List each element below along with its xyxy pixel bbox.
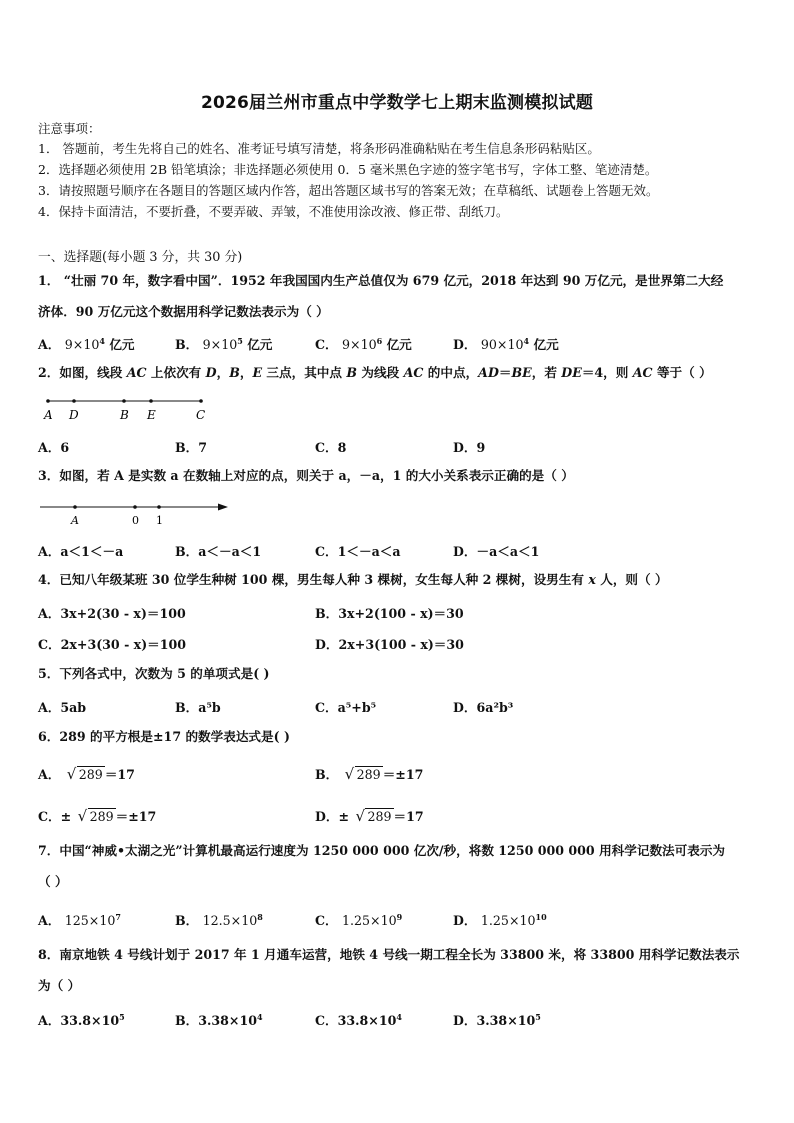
q7-c-label: C． [315,913,338,928]
radical-sign-icon: √ [355,807,366,825]
q1-d-unit: 亿元 [533,337,559,352]
q6-option-c [38,806,156,825]
q3-option-a: A．a＜1＜－a [38,544,124,559]
q7-option-d [453,910,547,929]
q1-line2: 济体．90 万亿元这个数据用科学记数法表示为（ ） [38,304,329,319]
q2-ac: AC [126,365,147,380]
q3-label-a: A [71,514,79,527]
q1-a-base: 9×10 [64,337,100,352]
q1-c-base: 9×10 [342,337,377,352]
q1-b-exp: 5 [237,336,243,346]
q7-b-base: 12.5×10 [202,913,258,928]
q2-b2: B [346,365,358,380]
q2-label-d: D [69,408,79,422]
notice-item-2: 2．选择题必须使用 2B 铅笔填涂；非选择题必须使用 0．5 毫米黑色字迹的签字笔书写，字体工整、笔迹清楚。 [38,162,658,177]
q4-option-c: C．2x+3(30 - x)＝100 [38,637,187,652]
q2-segment-figure [38,392,228,422]
q6-option-a [38,764,135,783]
q2-stem-d: 为线段 [357,365,404,380]
q7-option-b [175,910,263,929]
q8-option-d [453,1010,541,1029]
q3-option-d: D．－a＜a＜1 [453,544,540,559]
q7-d-label: D． [453,913,477,928]
q6-c-sqrt [78,809,116,824]
q1-option-b [175,334,272,353]
page-title: 2026届兰州市重点中学数学七上期末监测模拟试题 [200,93,594,113]
q2-eq3: BE [511,365,532,380]
q2-label-c: C [196,408,206,422]
q7-a-base: 125×10 [64,913,116,928]
q6-c-label: C．± [38,809,72,824]
q4-stem-a: 4．已知八年级某班 30 位学生种树 100 棵，男生每人种 3 棵树，女生每人种 2 棵树，设男生有 [38,572,589,587]
q7-b-exp: 8 [257,912,263,922]
q7-b-label: B． [175,913,199,928]
q1-d-base: 90×10 [480,337,524,352]
q8-line1: 8．南京地铁 4 号线计划于 2017 年 1 月通车运营，地铁 4 号线一期工程全长为 33800 米，将 33800 用科学记数法表示 [38,947,740,962]
q6-d-radicand: 289 [367,809,392,824]
q2-stem-a: 2．如图，线段 [38,365,127,380]
q2-point-b [122,399,126,403]
q2-point-e [149,399,153,403]
q2-ac3: AC [632,365,653,380]
q1-a-unit: 亿元 [109,337,135,352]
q7-line2: （ ） [38,874,68,889]
notice-item-4: 4．保持卡面清洁，不要折叠，不要弄破、弄皱，不准使用涂改液、修正带、刮纸刀。 [38,204,509,219]
q6-a-radicand: 289 [78,767,103,782]
q6-option-d [315,806,424,825]
q7-d-exp: 10 [535,912,547,922]
q3-tick-1 [157,505,161,509]
notice-heading: 注意事项： [38,121,101,136]
q2-stem-c: 三点，其中点 [262,365,347,380]
q1-c-exp: 6 [376,336,383,346]
radical-sign-icon: √ [66,765,77,783]
q2-stem-f: ，若 [531,365,562,380]
q8-c-exp: 4 [396,1012,402,1022]
notice-item-3: 3．请按照题号顺序在各题目的答题区域内作答，超出答题区域书写的答案无效；在草稿纸、试题卷上答题无效。 [38,183,659,198]
q2-point-c [199,399,203,403]
q6-a-rhs: ＝17 [104,767,135,782]
q2-label-e: E [147,408,156,422]
q7-c-base: 1.25×10 [342,913,397,928]
q8-d-text: D．3.38×10 [453,1013,536,1028]
q2-stem-b: 上依次有 [146,365,206,380]
q5-option-b: B．a⁵b [175,700,221,715]
q2-label-b: B [120,408,129,422]
q3-label-1: 1 [156,514,163,527]
q1-c-label: C． [315,337,338,352]
q4-stem [38,572,668,588]
q2-point-d [72,399,76,403]
q5-option-c: C．a⁵+b⁵ [315,700,377,715]
q6-stem: 6．289 的平方根是±17 的数学表达式是( ) [38,729,290,744]
q1-a-exp: 4 [99,336,105,346]
q6-d-sqrt [355,809,393,824]
q2-stem [38,365,712,381]
q8-line2: 为（ ） [38,978,81,993]
q3-tick-0 [133,505,137,509]
q2-point-a [46,399,50,403]
q1-option-c [315,334,412,353]
q2-option-c: C．8 [315,440,347,455]
q6-b-rhs: ＝±17 [382,767,424,782]
q3-point-a [73,505,77,509]
q3-stem: 3．如图，若 A 是实数 a 在数轴上对应的点，则关于 a，－a，1 的大小关系表示正确的是（ ） [38,468,574,483]
q7-option-a [38,910,121,929]
q1-option-a [38,334,135,353]
q2-eq2: ＝ [498,365,512,380]
q7-line1: 7．中国“神威•太湖之光”计算机最高运行速度为 1250 000 000 亿次/秒，将数 1250 000 000 用科学记数法可表示为 [38,843,726,858]
q8-option-c [315,1010,402,1029]
q5-option-d: D．6a²b³ [453,700,514,715]
q3-option-b: B．a＜－a＜1 [175,544,262,559]
q2-stem-h: 等于（ ） [652,365,712,380]
q8-option-a [38,1010,125,1029]
q6-c-rhs: ＝±17 [115,809,157,824]
q7-a-label: A． [38,913,61,928]
q3-label-0: 0 [132,514,139,527]
q1-b-base: 9×10 [202,337,238,352]
q8-a-exp: 5 [119,1012,125,1022]
q6-a-sqrt [67,767,105,782]
q1-b-label: B． [175,337,199,352]
q8-b-text: B．3.38×10 [175,1013,257,1028]
q6-d-rhs: ＝17 [393,809,424,824]
radical-sign-icon: √ [344,765,355,783]
q3-arrow-head [218,504,228,511]
q1-line1: 1． “壮丽 70 年，数字看中国”．1952 年我国国内生产总值仅为 679 亿元，2018 年达到 90 万亿元，是世界第二大经 [38,273,724,288]
q4-stem-b: 人，则（ ） [595,572,668,587]
q1-d-exp: 4 [523,336,530,346]
q1-c-unit: 亿元 [386,337,412,352]
radical-sign-icon: √ [77,807,88,825]
q2-comma1: ， [216,365,230,380]
q2-comma2: ， [239,365,253,380]
q7-a-exp: 7 [115,912,121,922]
q2-option-d: D．9 [453,440,486,455]
q2-d: D [205,365,217,380]
q2-label-a: A [44,408,53,422]
q6-b-sqrt [345,767,383,782]
q4-option-d: D．2x+3(100 - x)＝30 [315,637,464,652]
q6-d-label: D．± [315,809,350,824]
q8-b-exp: 4 [257,1012,263,1022]
q3-option-c: C．1＜－a＜a [315,544,401,559]
q1-a-label: A． [38,337,61,352]
q4-option-b: B．3x+2(100 - x)＝30 [315,606,464,621]
q2-option-a: A．6 [38,440,70,455]
q1-option-d [453,334,559,353]
q6-option-b [315,764,423,783]
q2-ac2: AC [403,365,424,380]
q2-option-b: B．7 [175,440,208,455]
q2-b: B [229,365,240,380]
q7-option-c [315,910,402,929]
q8-d-exp: 5 [535,1012,541,1022]
q2-eq1: AD [478,365,499,380]
q5-option-a: A．5ab [38,700,87,715]
q6-c-radicand: 289 [89,809,114,824]
q6-b-label: B． [315,767,339,782]
q5-stem: 5．下列各式中，次数为 5 的单项式是( ) [38,666,270,681]
q4-x: x [588,572,596,587]
q2-eq4: DE [561,365,582,380]
q4-option-a: A．3x+2(30 - x)＝100 [38,606,186,621]
q8-c-text: C．33.8×10 [315,1013,397,1028]
q8-a-text: A．33.8×10 [38,1013,120,1028]
q1-d-label: D． [453,337,477,352]
q2-stem-g: ＝4，则 [581,365,633,380]
q7-d-base: 1.25×10 [480,913,536,928]
q6-b-radicand: 289 [356,767,381,782]
q3-number-line-figure [38,497,238,527]
section-heading: 一、选择题(每小题 3 分，共 30 分) [38,250,243,265]
q8-option-b [175,1010,263,1029]
q2-stem-e: 的中点， [423,365,479,380]
q7-c-exp: 9 [396,912,403,922]
q1-b-unit: 亿元 [247,337,273,352]
q6-a-label: A． [38,767,61,782]
notice-item-1: 1． 答题前，考生先将自己的姓名、准考证号填写清楚，将条形码准确粘贴在考生信息条形码粘贴区。 [38,141,600,156]
q2-e: E [252,365,263,380]
